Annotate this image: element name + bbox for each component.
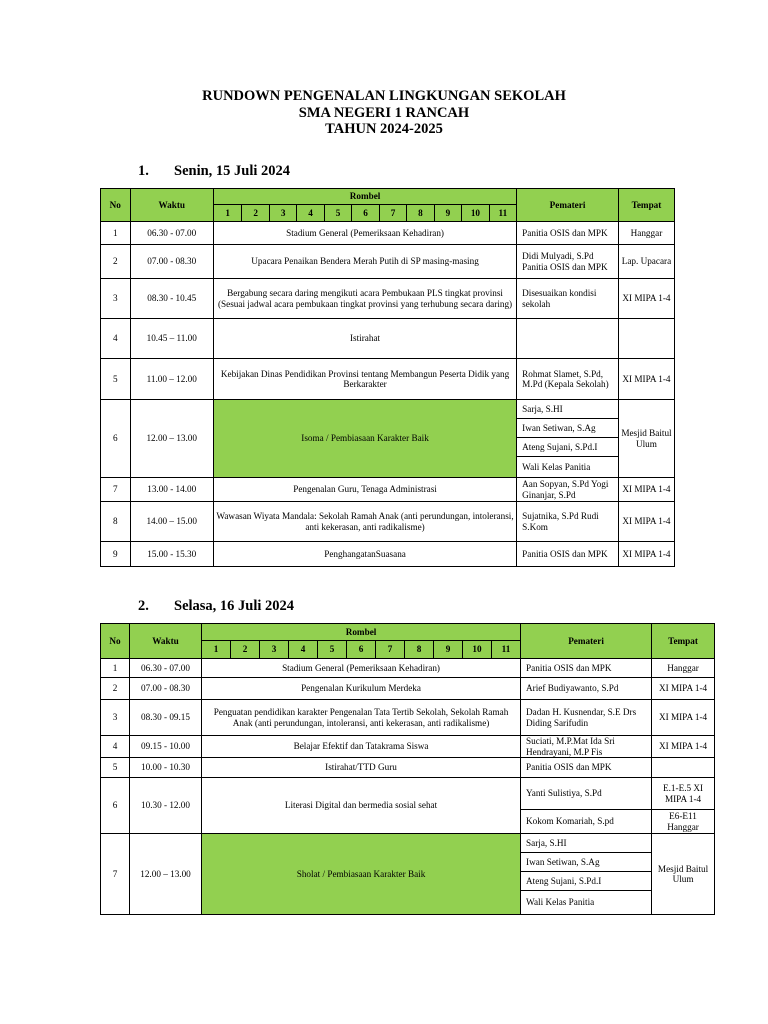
row-no: 6 xyxy=(101,778,130,834)
row-kegiatan: Wawasan Wiyata Mandala: Sekolah Ramah Anak (anti perundungan, intoleransi, anti kekerasan, anti radikalisme) xyxy=(213,502,516,542)
row-kegiatan: PenghangatanSuasana xyxy=(213,542,516,567)
row-waktu: 06.30 - 07.00 xyxy=(130,659,202,678)
day-2-label: Selasa, 16 Juli 2024 xyxy=(174,598,295,614)
row-pemateri: Sujatnika, S.Pd Rudi S.Kom xyxy=(517,502,619,542)
rombel-number: 4 xyxy=(297,205,324,222)
row-no: 8 xyxy=(101,502,131,542)
row-pemateri: Ateng Sujani, S.Pd.I xyxy=(517,438,619,457)
row-tempat xyxy=(618,319,674,359)
rombel-number: 5 xyxy=(318,641,347,659)
row-kegiatan: Istirahat xyxy=(213,319,516,359)
schedule-table-day-2 xyxy=(100,623,715,915)
row-waktu: 07.00 - 08.30 xyxy=(130,245,213,279)
row-kegiatan: Isoma / Pembiasaan Karakter Baik xyxy=(213,400,516,478)
row-pemateri: Rohmat Slamet, S.Pd, M.Pd (Kepala Sekolah) xyxy=(517,359,619,400)
rombel-number: 2 xyxy=(242,205,269,222)
header-pemateri: Pemateri xyxy=(517,189,619,222)
row-tempat: XI MIPA 1-4 xyxy=(618,478,674,502)
row-kegiatan: Belajar Efektif dan Tatakrama Siswa xyxy=(202,736,521,758)
row-tempat: E6-E11 Hanggar xyxy=(652,810,715,834)
header-pemateri: Pemateri xyxy=(521,624,652,659)
row-kegiatan: Sholat / Pembiasaan Karakter Baik xyxy=(202,834,521,915)
row-no: 5 xyxy=(101,758,130,778)
header-tempat: Tempat xyxy=(618,189,674,222)
header-no: No xyxy=(101,624,130,659)
table-row xyxy=(101,659,715,678)
row-pemateri: Arief Budiyawanto, S.Pd xyxy=(521,678,652,700)
rombel-number: 11 xyxy=(492,641,521,659)
row-waktu: 12.00 – 13.00 xyxy=(130,400,213,478)
row-kegiatan: Stadium General (Pemeriksaan Kehadiran) xyxy=(202,659,521,678)
row-pemateri: Panitia OSIS dan MPK xyxy=(517,222,619,245)
row-pemateri: Iwan Setiwan, S.Ag xyxy=(521,853,652,872)
row-tempat: XI MIPA 1-4 xyxy=(618,359,674,400)
rombel-number: 6 xyxy=(347,641,376,659)
row-pemateri: Yanti Sulistiya, S.Pd xyxy=(521,778,652,810)
row-waktu: 10.45 – 11.00 xyxy=(130,319,213,359)
row-tempat: XI MIPA 1-4 xyxy=(618,502,674,542)
row-tempat: Hanggar xyxy=(618,222,674,245)
rombel-number: 9 xyxy=(434,641,463,659)
row-kegiatan: Kebijakan Dinas Pendidikan Provinsi tentang Membangun Peserta Didik yang Berkarakter xyxy=(213,359,516,400)
rombel-number: 9 xyxy=(434,205,461,222)
row-no: 4 xyxy=(101,736,130,758)
rombel-number: 2 xyxy=(231,641,260,659)
row-no: 1 xyxy=(101,222,131,245)
row-tempat: XI MIPA 1-4 xyxy=(618,279,674,319)
row-pemateri xyxy=(517,319,619,359)
row-pemateri: Iwan Setiwan, S.Ag xyxy=(517,419,619,438)
row-tempat: XI MIPA 1-4 xyxy=(618,542,674,567)
row-tempat: Mesjid Baitul Ulum xyxy=(652,834,715,915)
header-rombel: Rombel xyxy=(202,624,521,641)
row-waktu: 06.30 - 07.00 xyxy=(130,222,213,245)
table-row xyxy=(101,245,675,279)
row-kegiatan: Pengenalan Kurikulum Merdeka xyxy=(202,678,521,700)
row-kegiatan: Literasi Digital dan bermedia sosial sehat xyxy=(202,778,521,834)
table-row xyxy=(101,736,715,758)
row-waktu: 13.00 - 14.00 xyxy=(130,478,213,502)
row-no: 5 xyxy=(101,359,131,400)
rombel-number: 1 xyxy=(213,205,241,222)
title-line-3: TAHUN 2024-2025 xyxy=(325,121,443,137)
day-1-number: 1. xyxy=(138,163,149,179)
row-pemateri: Panitia OSIS dan MPK xyxy=(521,758,652,778)
row-waktu: 08.30 - 09.15 xyxy=(130,700,202,736)
row-tempat: Lap. Upacara xyxy=(618,245,674,279)
table-row xyxy=(101,359,675,400)
table-row xyxy=(101,222,675,245)
row-pemateri: Didi Mulyadi, S.Pd Panitia OSIS dan MPK xyxy=(517,245,619,279)
row-pemateri: Suciati, M.P.Mat Ida Sri Hendrayani, M.P Fis xyxy=(521,736,652,758)
row-waktu: 14.00 – 15.00 xyxy=(130,502,213,542)
rombel-number: 4 xyxy=(289,641,318,659)
row-pemateri: Dadan H. Kusnendar, S.E Drs Diding Sarifudin xyxy=(521,700,652,736)
row-tempat: XI MIPA 1-4 xyxy=(652,736,715,758)
row-waktu: 10.30 - 12.00 xyxy=(130,778,202,834)
rombel-number: 8 xyxy=(405,641,434,659)
table-row xyxy=(101,700,715,736)
row-pemateri: Sarja, S.HI xyxy=(517,400,619,419)
day-1-label: Senin, 15 Juli 2024 xyxy=(174,163,291,179)
row-kegiatan: Upacara Penaikan Bendera Merah Putih di SP masing-masing xyxy=(213,245,516,279)
table-row xyxy=(101,400,675,419)
title-line-1: RUNDOWN PENGENALAN LINGKUNGAN SEKOLAH xyxy=(202,88,566,104)
row-no: 3 xyxy=(101,279,131,319)
rombel-number: 10 xyxy=(462,205,489,222)
row-waktu: 11.00 – 12.00 xyxy=(130,359,213,400)
row-no: 7 xyxy=(101,478,131,502)
row-tempat: XI MIPA 1-4 xyxy=(652,678,715,700)
rombel-number: 3 xyxy=(260,641,289,659)
title-line-2: SMA NEGERI 1 RANCAH xyxy=(298,104,470,121)
header-rombel: Rombel xyxy=(213,189,516,205)
row-no: 1 xyxy=(101,659,130,678)
row-pemateri: Aan Sopyan, S.Pd Yogi Ginanjar, S.Pd xyxy=(517,478,619,502)
row-tempat: Mesjid Baitul Ulum xyxy=(618,400,674,478)
rombel-number: 3 xyxy=(269,205,296,222)
row-waktu: 09.15 - 10.00 xyxy=(130,736,202,758)
row-no: 7 xyxy=(101,834,130,915)
table-row xyxy=(101,319,675,359)
day-2-heading xyxy=(138,598,294,615)
rombel-number: 10 xyxy=(463,641,492,659)
table-row xyxy=(101,279,675,319)
day-1-heading xyxy=(138,163,290,180)
row-waktu: 07.00 - 08.30 xyxy=(130,678,202,700)
row-pemateri: Panitia OSIS dan MPK xyxy=(521,659,652,678)
row-no: 2 xyxy=(101,678,130,700)
header-no: No xyxy=(101,189,131,222)
rombel-number: 1 xyxy=(202,641,231,659)
header-tempat: Tempat xyxy=(652,624,715,659)
header-waktu: Waktu xyxy=(130,189,213,222)
row-kegiatan: Pengenalan Guru, Tenaga Administrasi xyxy=(213,478,516,502)
rombel-number: 6 xyxy=(352,205,379,222)
rombel-number: 7 xyxy=(379,205,406,222)
row-kegiatan: Penguatan pendidikan karakter Pengenalan Tata Tertib Sekolah, Sekolah Ramah Anak (anti perundungan, intoleransi, anti kekerasan, anti radikalisme) xyxy=(202,700,521,736)
header-waktu: Waktu xyxy=(130,624,202,659)
row-pemateri: Sarja, S.HI xyxy=(521,834,652,853)
table-row xyxy=(101,758,715,778)
row-pemateri: Ateng Sujani, S.Pd.I xyxy=(521,872,652,891)
rombel-number: 11 xyxy=(489,205,517,222)
table-row xyxy=(101,678,715,700)
rombel-number: 7 xyxy=(376,641,405,659)
table-row xyxy=(101,502,675,542)
row-pemateri: Panitia OSIS dan MPK xyxy=(517,542,619,567)
document-title xyxy=(0,88,768,138)
day-2-number: 2. xyxy=(138,598,149,614)
table-row xyxy=(101,778,715,810)
row-kegiatan: Bergabung secara daring mengikuti acara Pembukaan PLS tingkat provinsi (Sesuai jadwal acara pembukaan tingkat provinsi yang terhubung secara daring) xyxy=(213,279,516,319)
row-no: 6 xyxy=(101,400,131,478)
row-tempat: Hanggar xyxy=(652,659,715,678)
row-tempat: E.1-E.5 XI MIPA 1-4 xyxy=(652,778,715,810)
row-tempat: XI MIPA 1-4 xyxy=(652,700,715,736)
row-waktu: 15.00 - 15.30 xyxy=(130,542,213,567)
schedule-table-day-1 xyxy=(100,188,675,567)
rombel-number: 5 xyxy=(324,205,351,222)
row-pemateri: Wali Kelas Panitia xyxy=(521,891,652,915)
row-tempat xyxy=(652,758,715,778)
row-no: 2 xyxy=(101,245,131,279)
row-pemateri: Wali Kelas Panitia xyxy=(517,457,619,478)
row-kegiatan: Istirahat/TTD Guru xyxy=(202,758,521,778)
table-row xyxy=(101,834,715,853)
row-no: 9 xyxy=(101,542,131,567)
row-waktu: 12.00 – 13.00 xyxy=(130,834,202,915)
row-no: 3 xyxy=(101,700,130,736)
row-kegiatan: Stadium General (Pemeriksaan Kehadiran) xyxy=(213,222,516,245)
rombel-number: 8 xyxy=(407,205,434,222)
table-row xyxy=(101,478,675,502)
row-pemateri: Kokom Komariah, S.pd xyxy=(521,810,652,834)
row-no: 4 xyxy=(101,319,131,359)
row-pemateri: Disesuaikan kondisi sekolah xyxy=(517,279,619,319)
row-waktu: 10.00 - 10.30 xyxy=(130,758,202,778)
table-row xyxy=(101,542,675,567)
row-waktu: 08.30 - 10.45 xyxy=(130,279,213,319)
